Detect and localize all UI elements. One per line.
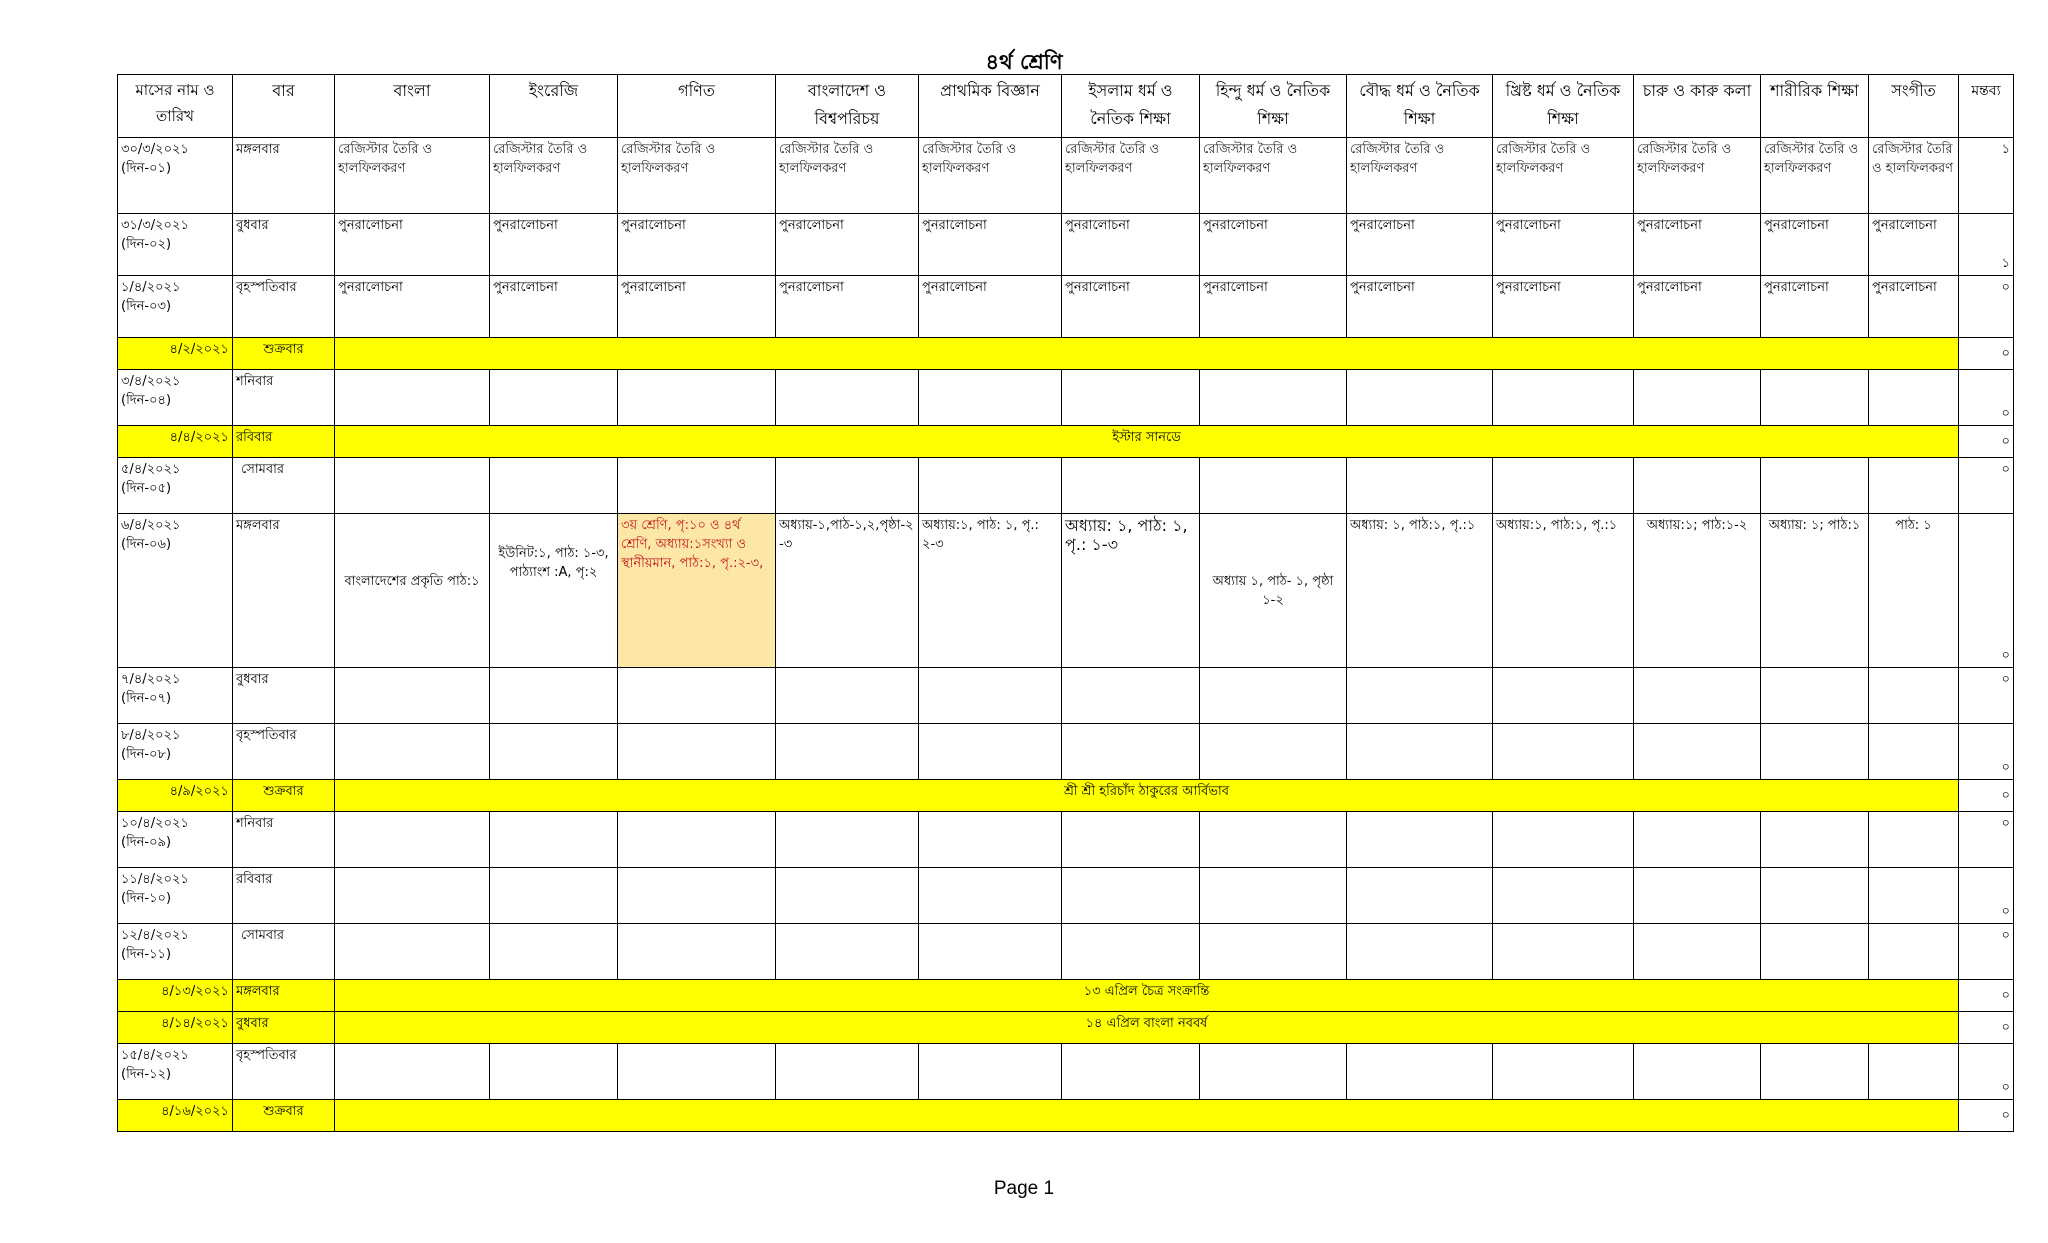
remark-cell: ০ — [1959, 1012, 2014, 1044]
table-cell: পুনরালোচনা — [919, 214, 1062, 276]
day-cell: শুক্রবার — [233, 338, 335, 370]
table-cell — [1493, 458, 1634, 514]
table-cell — [1634, 724, 1761, 780]
day-cell: বুধবার — [233, 668, 335, 724]
table-cell: পুনরালোচনা — [1200, 276, 1347, 338]
table-cell — [1200, 370, 1347, 426]
table-cell — [1761, 724, 1869, 780]
table-cell — [1062, 370, 1200, 426]
remark-cell: ০ — [1959, 668, 2014, 724]
table-cell: পুনরালোচনা — [490, 214, 618, 276]
holiday-row — [118, 780, 2014, 812]
table-cell — [1869, 458, 1959, 514]
table-cell — [618, 724, 776, 780]
table-cell — [1761, 924, 1869, 980]
remark-cell: ০ — [1959, 868, 2014, 924]
day-cell: রবিবার — [233, 426, 335, 458]
table-cell — [1761, 370, 1869, 426]
table-cell — [1200, 868, 1347, 924]
table-cell — [335, 924, 490, 980]
day-cell: মঙ্গলবার — [233, 514, 335, 668]
table-cell: পুনরালোচনা — [776, 214, 919, 276]
table-cell — [776, 868, 919, 924]
table-cell — [919, 668, 1062, 724]
remark-cell: ০ — [1959, 276, 2014, 338]
table-cell: পুনরালোচনা — [335, 276, 490, 338]
table-cell — [1200, 812, 1347, 868]
table-cell: রেজিস্টার তৈরি ও হালফিলকরণ — [490, 138, 618, 214]
remark-cell: ০ — [1959, 426, 2014, 458]
table-cell — [1761, 668, 1869, 724]
table-cell — [1634, 924, 1761, 980]
day-cell: বুধবার — [233, 1012, 335, 1044]
table-row — [118, 724, 2014, 780]
table-cell — [1493, 924, 1634, 980]
table-cell — [1062, 668, 1200, 724]
table-cell — [1869, 370, 1959, 426]
remark-cell: ০ — [1959, 780, 2014, 812]
table-cell — [490, 868, 618, 924]
table-cell — [1493, 812, 1634, 868]
header-row — [118, 75, 2014, 138]
holiday-name — [335, 338, 1959, 370]
table-cell — [490, 458, 618, 514]
table-cell — [1493, 370, 1634, 426]
col-header-bgs: বাংলাদেশ ও বিশ্বপরিচয় — [776, 75, 919, 138]
table-cell — [919, 1044, 1062, 1100]
table-row — [118, 812, 2014, 868]
table-cell — [335, 868, 490, 924]
date-cell: ৭/৪/২০২১ (দিন-০৭) — [118, 668, 233, 724]
col-header-math: গণিত — [618, 75, 776, 138]
date-cell: ৫/৪/২০২১ (দিন-০৫) — [118, 458, 233, 514]
table-cell — [1200, 458, 1347, 514]
table-cell: পুনরালোচনা — [919, 276, 1062, 338]
table-cell — [776, 458, 919, 514]
table-cell — [490, 724, 618, 780]
table-cell — [919, 370, 1062, 426]
table-row — [118, 138, 2014, 214]
date-cell: ৪/১৬/২০২১ — [118, 1100, 233, 1132]
table-cell — [776, 812, 919, 868]
table-cell — [490, 812, 618, 868]
table-cell: রেজিস্টার তৈরি ও হালফিলকরণ — [1062, 138, 1200, 214]
holiday-name: ১৩ এপ্রিল চৈত্র সংক্রান্তি — [335, 980, 1959, 1012]
table-cell — [1062, 868, 1200, 924]
holiday-row — [118, 980, 2014, 1012]
page-footer: Page 1 — [993, 1178, 1055, 1199]
day-cell: বৃহস্পতিবার — [233, 724, 335, 780]
table-cell — [1347, 724, 1493, 780]
lesson-hindu: অধ্যায় ১, পাঠ- ১, পৃষ্ঠা ১-২ — [1200, 514, 1347, 668]
day-cell: শুক্রবার — [233, 780, 335, 812]
table-cell: রেজিস্টার তৈরি ও হালফিলকরণ — [1493, 138, 1634, 214]
table-cell: পুনরালোচনা — [618, 276, 776, 338]
date-cell: ৬/৪/২০২১ (দিন-০৬) — [118, 514, 233, 668]
day-cell: মঙ্গলবার — [233, 138, 335, 214]
date-cell: ১২/৪/২০২১ (দিন-১১) — [118, 924, 233, 980]
lesson-math: ৩য় শ্রেণি, পৃ:১০ ও ৪র্থ শ্রেণি, অধ্যায়:১সংখ্যা ও স্থানীয়মান, পাঠ:১, পৃ.:২-৩, — [618, 514, 776, 668]
table-cell — [618, 868, 776, 924]
table-cell — [919, 868, 1062, 924]
date-cell: ৪/৯/২০২১ — [118, 780, 233, 812]
table-cell — [1869, 668, 1959, 724]
table-cell — [618, 458, 776, 514]
holiday-name: শ্রী শ্রী হরিচাঁদ ঠাকুরের আর্বিভাব — [335, 780, 1959, 812]
table-cell — [1493, 724, 1634, 780]
table-cell — [776, 724, 919, 780]
table-cell — [1869, 868, 1959, 924]
col-header-islam: ইসলাম ধর্ম ও নৈতিক শিক্ষা — [1062, 75, 1200, 138]
table-cell — [335, 668, 490, 724]
table-cell — [1062, 924, 1200, 980]
table-cell — [776, 370, 919, 426]
table-cell: পুনরালোচনা — [1761, 214, 1869, 276]
table-cell — [1200, 724, 1347, 780]
day-cell: শুক্রবার — [233, 1100, 335, 1132]
holiday-name — [335, 1100, 1959, 1132]
holiday-row — [118, 1100, 2014, 1132]
table-cell: পুনরালোচনা — [1347, 276, 1493, 338]
table-cell: পুনরালোচনা — [1869, 276, 1959, 338]
table-cell — [1347, 458, 1493, 514]
table-cell — [618, 370, 776, 426]
table-cell — [776, 668, 919, 724]
lesson-music: পাঠ: ১ — [1869, 514, 1959, 668]
lesson-christ: অধ্যায়:১, পাঠ:১, পৃ.:১ — [1493, 514, 1634, 668]
table-cell — [1347, 812, 1493, 868]
col-header-pe: শারীরিক শিক্ষা — [1761, 75, 1869, 138]
remark-cell: ০ — [1959, 1100, 2014, 1132]
table-cell: রেজিস্টার তৈরি ও হালফিলকরণ — [1347, 138, 1493, 214]
date-cell: ১১/৪/২০২১ (দিন-১০) — [118, 868, 233, 924]
table-row — [118, 868, 2014, 924]
table-cell: পুনরালোচনা — [1761, 276, 1869, 338]
day-cell: রবিবার — [233, 868, 335, 924]
day-cell: শনিবার — [233, 370, 335, 426]
table-cell — [618, 1044, 776, 1100]
table-row — [118, 370, 2014, 426]
table-cell: রেজিস্টার তৈরি ও হালফিলকরণ — [335, 138, 490, 214]
table-cell — [490, 1044, 618, 1100]
table-cell — [1761, 868, 1869, 924]
table-cell — [490, 370, 618, 426]
table-cell: পুনরালোচনা — [1493, 214, 1634, 276]
lesson-art: অধ্যায়:১; পাঠ:১-২ — [1634, 514, 1761, 668]
table-cell — [1062, 1044, 1200, 1100]
table-cell: পুনরালোচনা — [1062, 276, 1200, 338]
date-cell: ১/৪/২০২১ (দিন-০৩) — [118, 276, 233, 338]
table-row — [118, 924, 2014, 980]
holiday-name: ইস্টার সানডে — [335, 426, 1959, 458]
remark-cell: ০ — [1959, 370, 2014, 426]
table-cell — [1634, 812, 1761, 868]
table-cell — [618, 924, 776, 980]
table-cell — [1869, 724, 1959, 780]
table-cell — [1347, 668, 1493, 724]
table-cell — [1062, 724, 1200, 780]
table-cell: রেজিস্টার তৈরি ও হালফিলকরণ — [618, 138, 776, 214]
table-cell — [776, 924, 919, 980]
table-cell — [1347, 370, 1493, 426]
col-header-christ: খ্রিষ্ট ধর্ম ও নৈতিক শিক্ষা — [1493, 75, 1634, 138]
table-cell — [1062, 458, 1200, 514]
table-cell — [335, 1044, 490, 1100]
table-row — [118, 276, 2014, 338]
page-title: ৪র্থ শ্রেণি — [985, 50, 1063, 74]
day-cell: সোমবার — [233, 924, 335, 980]
table-cell: পুনরালোচনা — [1869, 214, 1959, 276]
date-cell: ১০/৪/২০২১ (দিন-০৯) — [118, 812, 233, 868]
date-cell: ৩১/৩/২০২১ (দিন-০২) — [118, 214, 233, 276]
table-cell — [1493, 668, 1634, 724]
date-cell: ৪/৪/২০২১ — [118, 426, 233, 458]
lesson-science: অধ্যায়:১, পাঠ: ১, পৃ.: ২-৩ — [919, 514, 1062, 668]
table-cell: পুনরালোচনা — [1347, 214, 1493, 276]
table-cell — [490, 668, 618, 724]
col-header-english: ইংরেজি — [490, 75, 618, 138]
date-cell: ৩/৪/২০২১ (দিন-০৪) — [118, 370, 233, 426]
table-cell — [1634, 868, 1761, 924]
table-cell: পুনরালোচনা — [1493, 276, 1634, 338]
remark-cell: ০ — [1959, 1044, 2014, 1100]
table-cell: রেজিস্টার তৈরি ও হালফিলকরণ — [776, 138, 919, 214]
date-cell: ৪/২/২০২১ — [118, 338, 233, 370]
col-header-day: বার — [233, 75, 335, 138]
table-cell: রেজিস্টার তৈরি ও হালফিলকরণ — [1761, 138, 1869, 214]
date-cell: ১৫/৪/২০২১ (দিন-১২) — [118, 1044, 233, 1100]
table-row — [118, 668, 2014, 724]
holiday-name: ১৪ এপ্রিল বাংলা নববর্ষ — [335, 1012, 1959, 1044]
table-cell — [1634, 370, 1761, 426]
table-cell — [1200, 668, 1347, 724]
table-cell — [1634, 1044, 1761, 1100]
table-cell — [618, 668, 776, 724]
remark-cell: ০ — [1959, 980, 2014, 1012]
remark-cell: ০ — [1959, 338, 2014, 370]
lesson-english: ইউনিট:১, পাঠ: ১-৩, পাঠ্যাংশ :A, পৃ:২ — [490, 514, 618, 668]
table-cell — [1347, 868, 1493, 924]
table-cell — [335, 724, 490, 780]
table-cell — [618, 812, 776, 868]
holiday-row — [118, 338, 2014, 370]
holiday-row — [118, 426, 2014, 458]
remark-cell: ১ — [1959, 138, 2014, 214]
table-cell: রেজিস্টার তৈরি ও হালফিলকরণ — [1200, 138, 1347, 214]
table-cell: রেজিস্টার তৈরি ও হালফিলকরণ — [1634, 138, 1761, 214]
table-cell — [335, 370, 490, 426]
table-cell: পুনরালোচনা — [618, 214, 776, 276]
table-cell: রেজিস্টার তৈরি ও হালফিলকরণ — [919, 138, 1062, 214]
col-header-buddha: বৌদ্ধ ধর্ম ও নৈতিক শিক্ষা — [1347, 75, 1493, 138]
table-cell — [1200, 924, 1347, 980]
day-cell: বৃহস্পতিবার — [233, 276, 335, 338]
lesson-bangla: বাংলাদেশের প্রকৃতি পাঠ:১ — [335, 514, 490, 668]
holiday-row — [118, 1012, 2014, 1044]
col-header-music: সংগীত — [1869, 75, 1959, 138]
remark-cell: ০ — [1959, 924, 2014, 980]
lesson-bgs: অধ্যায়-১,পাঠ-১,২,পৃষ্ঠা-২-৩ — [776, 514, 919, 668]
remark-cell: ০ — [1959, 724, 2014, 780]
table-cell — [919, 924, 1062, 980]
day-cell: বুধবার — [233, 214, 335, 276]
lesson-pe: অধ্যায়: ১; পাঠ:১ — [1761, 514, 1869, 668]
date-cell: ৪/১৪/২০২১ — [118, 1012, 233, 1044]
table-cell: রেজিস্টার তৈরি ও হালফিলকরণ — [1869, 138, 1959, 214]
col-header-art: চারু ও কারু কলা — [1634, 75, 1761, 138]
table-cell — [919, 458, 1062, 514]
table-cell — [1869, 924, 1959, 980]
table-row — [118, 1044, 2014, 1100]
table-cell: পুনরালোচনা — [490, 276, 618, 338]
table-cell: পুনরালোচনা — [335, 214, 490, 276]
col-header-date: মাসের নাম ও তারিখ — [118, 75, 233, 138]
table-cell — [1200, 1044, 1347, 1100]
table-cell — [1634, 458, 1761, 514]
table-cell — [1869, 1044, 1959, 1100]
table-cell — [1761, 812, 1869, 868]
table-cell — [335, 812, 490, 868]
day-cell: সোমবার — [233, 458, 335, 514]
lesson-islam: অধ্যায়: ১, পাঠ: ১, পৃ.: ১-৩ — [1062, 514, 1200, 668]
table-cell — [1761, 1044, 1869, 1100]
table-cell — [919, 724, 1062, 780]
table-cell: পুনরালোচনা — [1634, 214, 1761, 276]
table-cell: পুনরালোচনা — [1634, 276, 1761, 338]
table-cell: পুনরালোচনা — [776, 276, 919, 338]
col-header-bangla: বাংলা — [335, 75, 490, 138]
col-header-hindu: হিন্দু ধর্ম ও নৈতিক শিক্ষা — [1200, 75, 1347, 138]
table-cell: পুনরালোচনা — [1062, 214, 1200, 276]
day-cell: শনিবার — [233, 812, 335, 868]
remark-cell: ০ — [1959, 458, 2014, 514]
date-cell: ৮/৪/২০২১ (দিন-০৮) — [118, 724, 233, 780]
remark-cell: ১ — [1959, 214, 2014, 276]
table-cell — [776, 1044, 919, 1100]
table-cell — [1062, 812, 1200, 868]
remark-cell: ০ — [1959, 812, 2014, 868]
col-header-remark: মন্তব্য — [1959, 75, 2014, 138]
col-header-science: প্রাথমিক বিজ্ঞান — [919, 75, 1062, 138]
table-cell — [1493, 868, 1634, 924]
table-cell — [1869, 812, 1959, 868]
table-cell — [1347, 1044, 1493, 1100]
table-cell — [1347, 924, 1493, 980]
table-row — [118, 214, 2014, 276]
remark-cell: ০ — [1959, 514, 2014, 668]
table-cell: পুনরালোচনা — [1200, 214, 1347, 276]
table-cell — [490, 924, 618, 980]
lesson-buddha: অধ্যায়: ১, পাঠ:১, পৃ.:১ — [1347, 514, 1493, 668]
table-cell — [1761, 458, 1869, 514]
table-row — [118, 458, 2014, 514]
date-cell: ৩০/৩/২০২১ (দিন-০১) — [118, 138, 233, 214]
schedule-table — [117, 74, 2014, 1132]
table-cell — [919, 812, 1062, 868]
table-cell — [1493, 1044, 1634, 1100]
table-cell — [1634, 668, 1761, 724]
day-cell: বৃহস্পতিবার — [233, 1044, 335, 1100]
table-row — [118, 514, 2014, 668]
table-cell — [335, 458, 490, 514]
date-cell: ৪/১৩/২০২১ — [118, 980, 233, 1012]
day-cell: মঙ্গলবার — [233, 980, 335, 1012]
